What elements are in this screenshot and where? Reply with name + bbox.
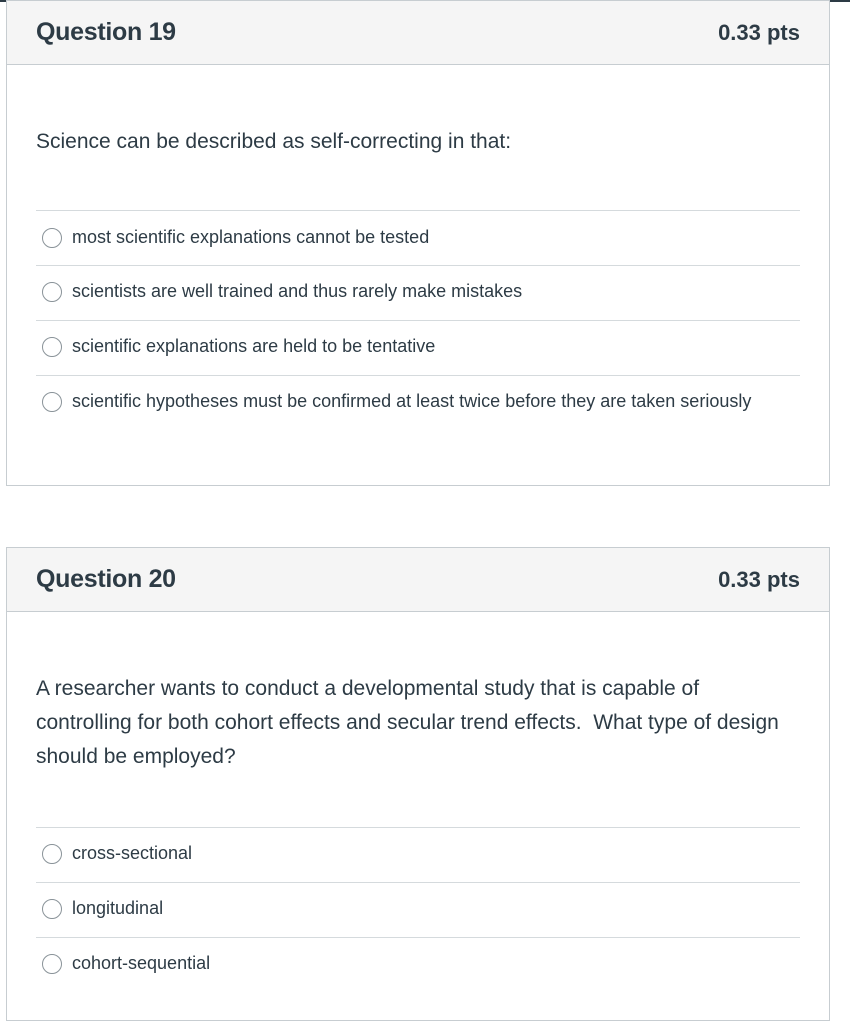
question-body [7, 125, 829, 460]
answer-option[interactable] [36, 211, 800, 266]
answer-label: scientific explanations are held to be tentative [72, 336, 436, 356]
answer-label: longitudinal [72, 898, 164, 918]
answer-option[interactable] [36, 938, 800, 993]
question-text: Science can be described as self-correcting in that: [36, 130, 512, 153]
answer-option[interactable] [36, 376, 800, 460]
radio-button[interactable] [42, 337, 62, 357]
answer-list [36, 827, 800, 993]
answer-label: cross-sectional [72, 843, 193, 863]
radio-button[interactable] [42, 228, 62, 248]
radio-button[interactable] [42, 392, 62, 412]
question-points: 0.33 pts [718, 19, 800, 45]
answer-label: cohort-sequential [72, 953, 211, 973]
question-body [7, 672, 829, 993]
answer-option[interactable] [36, 266, 800, 321]
question-20 [6, 547, 830, 1021]
question-title: Question 19 [36, 18, 176, 46]
radio-button[interactable] [42, 844, 62, 864]
answer-option[interactable] [36, 883, 800, 938]
answer-option[interactable] [36, 321, 800, 376]
radio-button[interactable] [42, 282, 62, 302]
answer-label: most scientific explanations cannot be tested [72, 227, 430, 247]
answer-option[interactable] [36, 828, 800, 883]
question-points: 0.33 pts [718, 566, 800, 592]
question-header [7, 1, 829, 65]
question-19 [6, 0, 830, 486]
answer-label: scientific hypotheses must be confirmed at least twice before they are taken seriously [72, 391, 752, 411]
question-title: Question 20 [36, 565, 176, 593]
radio-button[interactable] [42, 899, 62, 919]
radio-button[interactable] [42, 954, 62, 974]
answer-label: scientists are well trained and thus rarely make mistakes [72, 281, 523, 301]
question-header [7, 548, 829, 612]
answer-list [36, 210, 800, 460]
question-text: A researcher wants to conduct a developmental study that is capable of controlling for both cohort effects and secular trend effects. What type of design should be employed? [36, 677, 785, 768]
